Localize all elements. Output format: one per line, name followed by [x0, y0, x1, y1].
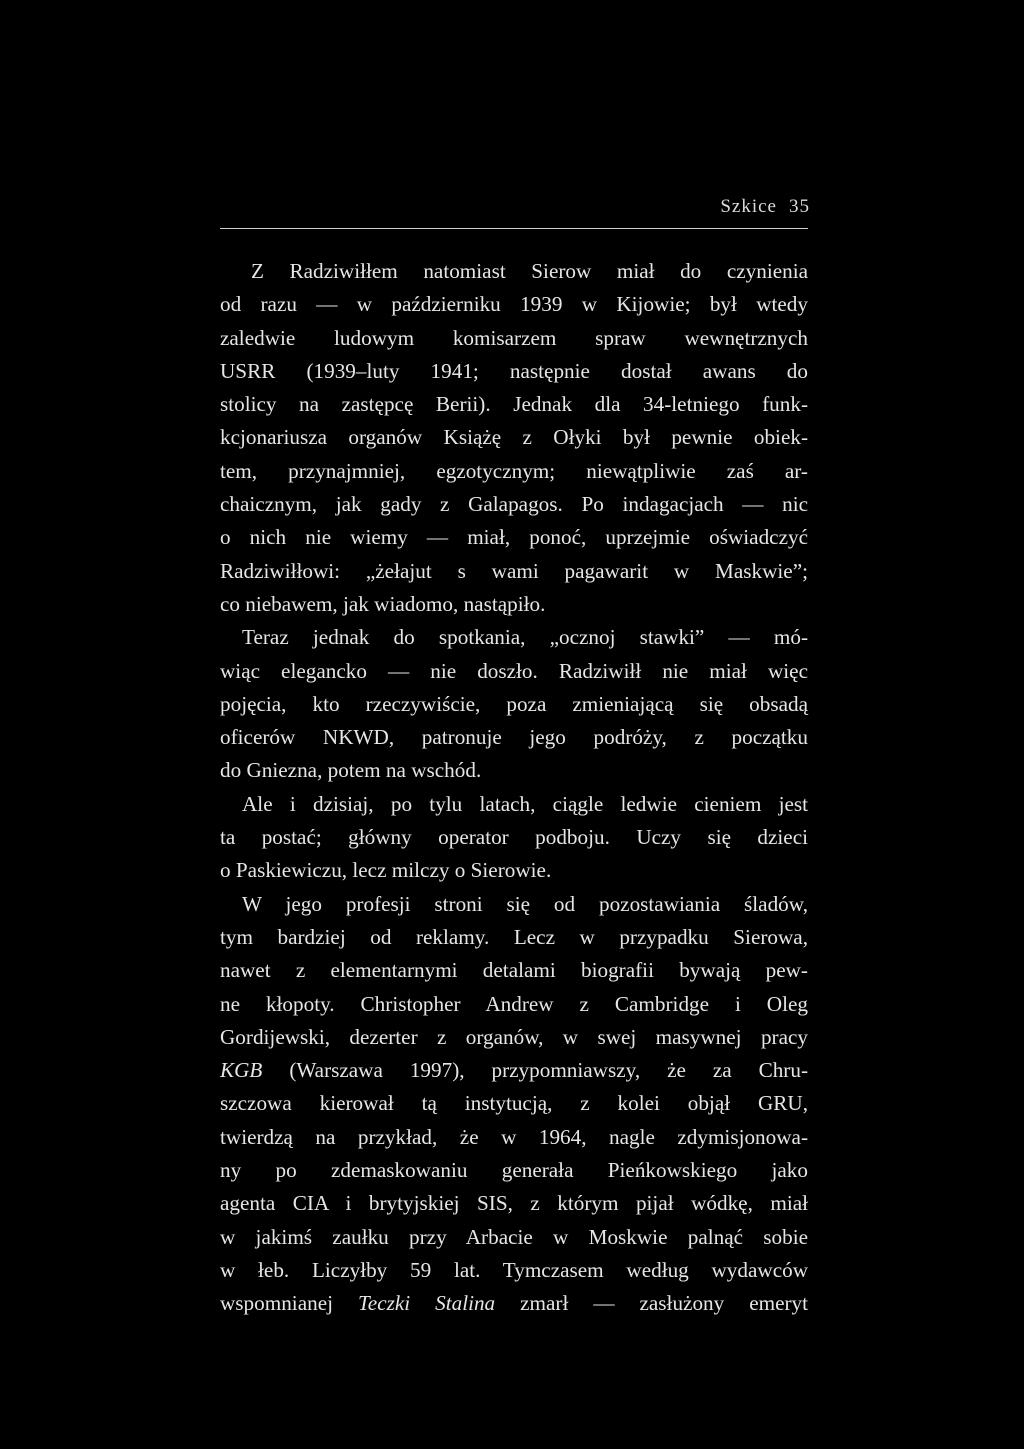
text-line [220, 1287, 808, 1320]
page-number: 35 [789, 196, 810, 217]
text-line: Z Radziwiłłem natomiast Sierow miał do czynienia [251, 259, 808, 283]
text-line: Ale i dzisiaj, po tylu latach, ciągle ledwie cieniem jest [242, 791, 808, 816]
text-line: agenta CIA i brytyjskiej SIS, z którym pijał wódkę, miał [220, 1191, 808, 1216]
running-head [720, 196, 810, 218]
text-line: w łeb. Liczyłby 59 lat. Tymczasem według wydawców [220, 1257, 808, 1282]
text-fragment: wspomnianej [220, 1291, 333, 1316]
text-line: Radziwiłłowi: „żełajut s wami pagawarit w Maskwie”; [220, 558, 808, 583]
text-line: w jakimś zaułku przy Arbacie w Moskwie palnąć sobie [220, 1224, 808, 1249]
text-line: zaledwie ludowym komisarzem spraw wewnętrznych [220, 325, 808, 350]
text-line: ta postać; główny operator podboju. Uczy się dzieci [220, 825, 808, 850]
text-line: USRR (1939–luty 1941; następnie dostał awans do [220, 358, 808, 383]
text-line: tem, przynajmniej, egzotycznym; niewątpliwie zaś ar- [220, 458, 808, 483]
body-text [220, 255, 808, 1321]
text-line: co niebawem, jak wiadomo, nastąpiło. [220, 591, 546, 616]
text-line: ne kłopoty. Christopher Andrew z Cambridge i Oleg [220, 991, 808, 1016]
text-line: o Paskiewiczu, lecz milczy o Sierowie. [220, 858, 552, 883]
text-line: nawet z elementarnymi detalami biografii bywają pew- [220, 958, 808, 983]
text-line: twierdzą na przykład, że w 1964, nagle zdymisjonowa- [220, 1124, 808, 1149]
text-line: Gordijewski, dezerter z organów, w swej masywnej pracy [220, 1024, 808, 1049]
text-line: od razu — w październiku 1939 w Kijowie; był wtedy [220, 292, 808, 317]
text-fragment: zmarł — zasłużony emeryt [520, 1291, 809, 1316]
running-head-title: Szkice [720, 196, 777, 217]
text-line: kcjonariusza organów Książę z Ołyki był pewnie obiek- [220, 425, 808, 450]
header-rule [220, 228, 808, 229]
text-line: stolicy na zastępcę Berii). Jednak dla 34-letniego funk- [220, 392, 808, 417]
text-line: do Gniezna, potem na wschód. [220, 758, 482, 783]
text-line: tym bardziej od reklamy. Lecz w przypadku Sierowa, [220, 924, 808, 949]
text-line: wiąc elegancko — nie doszło. Radziwiłł nie miał więc [220, 658, 808, 683]
text-line: W jego profesji stroni się od pozostawiania śladów, [242, 891, 808, 916]
text-line: ny po zdemaskowaniu generała Pieńkowskiego jako [220, 1158, 808, 1183]
italic-title-kgb: KGB [220, 1058, 263, 1083]
text-line: szczowa kierował tą instytucją, z kolei objął GRU, [220, 1091, 808, 1116]
text-fragment: (Warszawa 1997), przypomniawszy, że za Chru- [289, 1058, 808, 1083]
text-line: pojęcia, kto rzeczywiście, poza zmieniającą się obsadą [220, 691, 808, 716]
text-line: oficerów NKWD, patronuje jego podróży, z początku [220, 725, 808, 750]
text-line: Teraz jednak do spotkania, „ocznoj stawki” — mó- [242, 625, 808, 650]
text-line [220, 1054, 808, 1087]
text-line: chaicznym, jak gady z Galapagos. Po indagacjach — nic [220, 492, 808, 517]
text-line: o nich nie wiemy — miał, ponoć, uprzejmie oświadczyć [220, 525, 808, 550]
italic-title-teczki-stalina: Teczki Stalina [357, 1291, 496, 1316]
